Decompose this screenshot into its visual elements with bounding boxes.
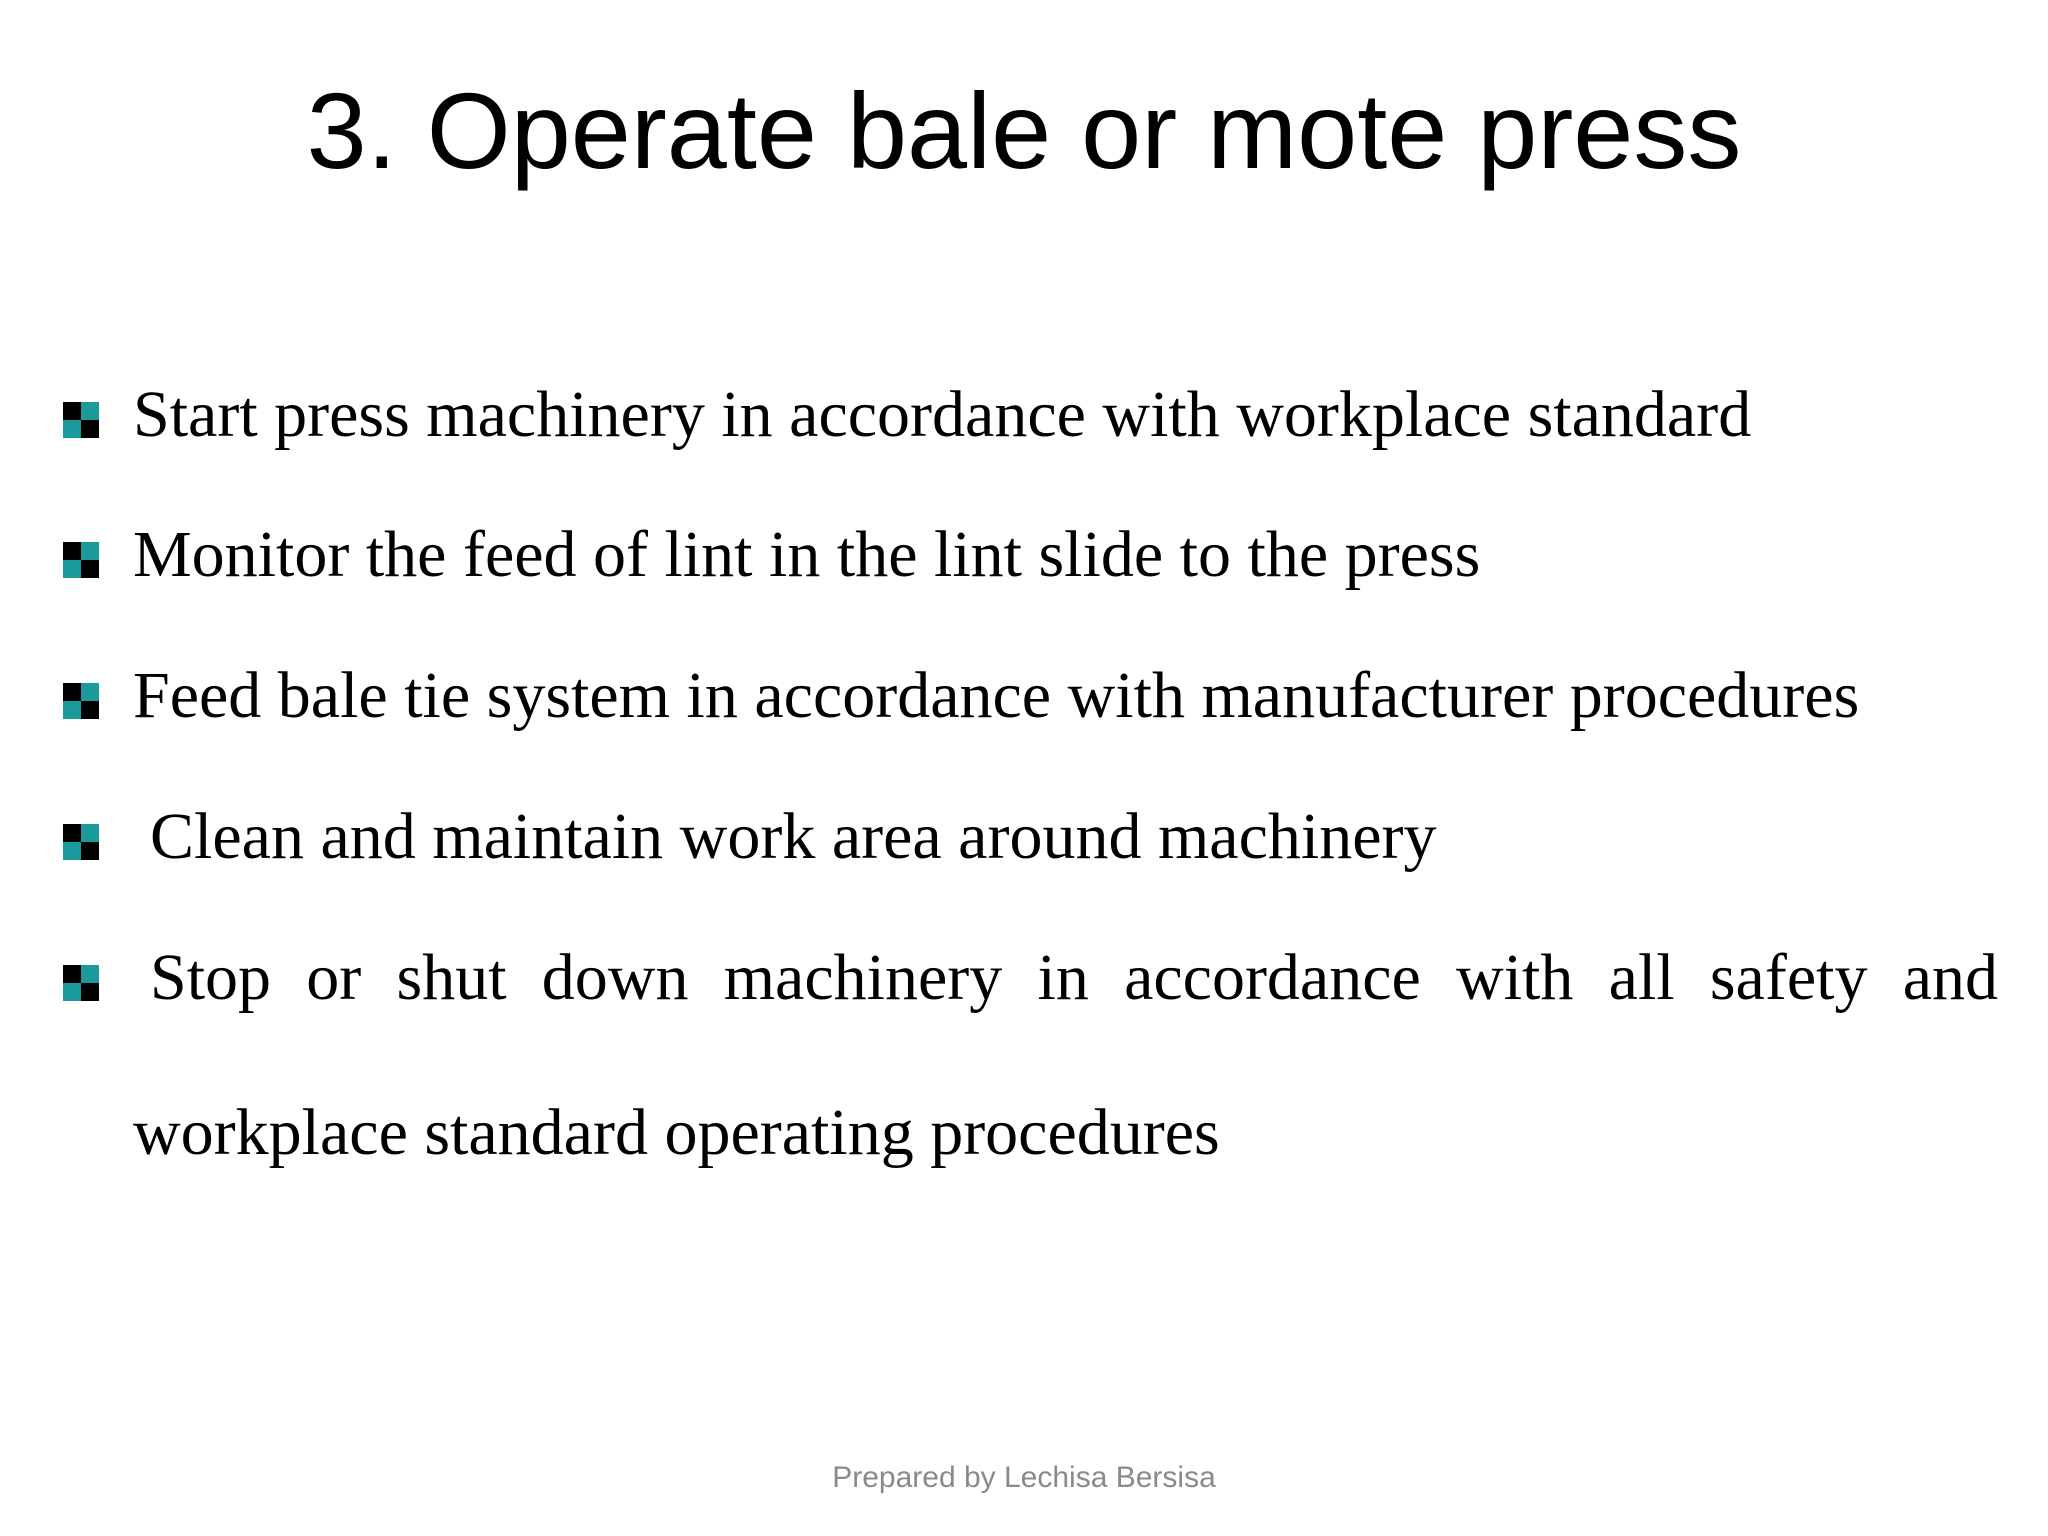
footer-credit: Prepared by Lechisa Bersisa: [832, 1461, 1216, 1494]
bullet-text: Start press machinery in accordance with workplace standard: [133, 378, 1752, 451]
checkered-square-bullet-icon: [63, 402, 99, 438]
checkered-square-bullet-icon: [63, 824, 99, 860]
bullet-text: Stop or shut down machinery in accordance with all safety and: [150, 941, 1998, 1014]
slide-title: 3. Operate bale or mote press: [306, 70, 1742, 191]
checkered-square-bullet-icon: [63, 683, 99, 719]
bullet-text: Clean and maintain work area around machinery: [150, 800, 1437, 873]
checkered-square-bullet-icon: [63, 965, 99, 1001]
bullet-text-continuation: workplace standard operating procedures: [133, 1096, 1220, 1169]
bullet-text: Feed bale tie system in accordance with manufacturer procedures: [133, 659, 1860, 732]
checkered-square-bullet-icon: [63, 542, 99, 578]
bullet-text: Monitor the feed of lint in the lint slide to the press: [133, 518, 1481, 591]
